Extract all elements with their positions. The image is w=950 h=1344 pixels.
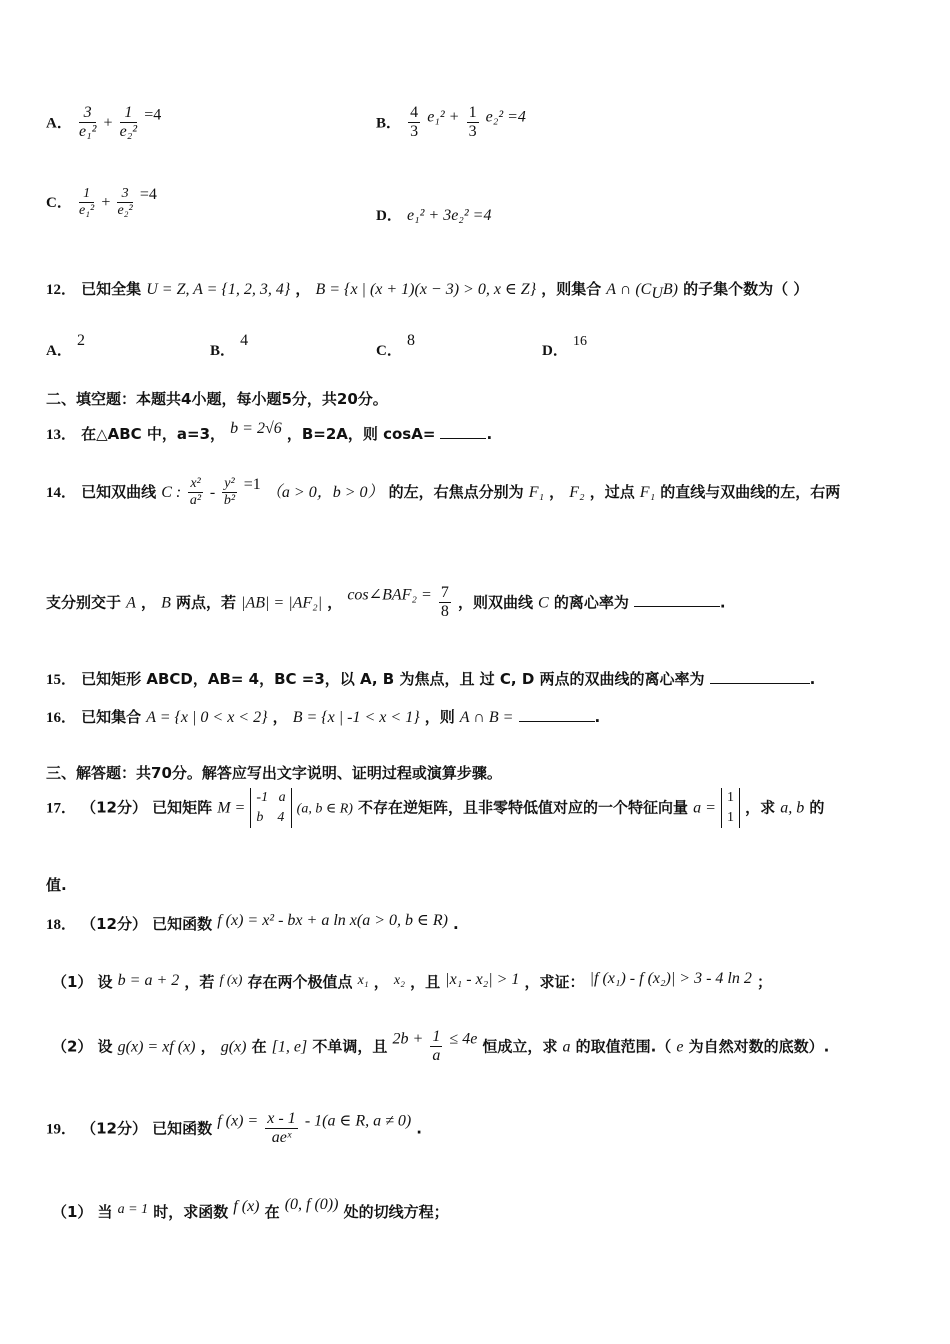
- matrix-m: -1 a b 4: [250, 788, 291, 828]
- q12-option-d: D． 16: [542, 334, 587, 359]
- option-label: C．: [46, 195, 72, 212]
- fraction: $\frac{x - 1}{\text{aeˣ}}$: [267, 1110, 296, 1147]
- section-heading-solutions: 三、解答题：共70分。解答应写出文字说明、证明过程或演算步骤。: [46, 764, 502, 782]
- option-label: D．: [376, 208, 402, 224]
- fraction: $\frac{3}{\text{e₁²}}$: [78, 104, 97, 141]
- answer-blank: [440, 438, 486, 439]
- q13: 13． 在△ABC 中，a=3， b = 2√6 ，B=2A，则 cosA= .: [46, 420, 493, 443]
- q19-stem: 19． （12分） 已知函数 f (x) = $\frac{x - 1}{\text{aeˣ}}$ - 1(a ∈ R, a ≠ 0) .: [46, 1110, 422, 1147]
- q17-line2: 值.: [46, 876, 67, 894]
- q18-part2: （2） 设 g(x) = xf (x) ， g(x) 在 [1, e] 不单调，且 2b + $\frac{1}{a}$ ≤ 4e 恒成立，求 a 的取值范围.（ e 为自然对数的底数）.: [52, 1028, 830, 1065]
- fraction: $\frac{1}{3}$: [468, 104, 477, 141]
- q14-line2: 支分别交于 A ， B 两点，若 |AB| = |AF₂| ， cos∠BAF₂ = $\frac{7}{8}$ ，则双曲线 C 的离心率为 .: [46, 584, 726, 621]
- answer-blank: [519, 721, 595, 722]
- q14-line1: 14． 已知双曲线 C : $\frac{\text{x²}}{\text{a²}}$ - $\frac{\text{y²}}{\text{b²}}$ =1 （a > 0，b > 0） 的左，右焦点分别为 F₁ ， F₂ ，过点 F₁ 的直线与双曲线的左，右两: [46, 476, 841, 509]
- fraction: $\frac{1}{\text{e₂²}}$: [119, 104, 138, 141]
- q18-stem: 18． （12分） 已知函数 f (x) = x² - bx + a ln x(a > 0, b ∈ R) .: [46, 912, 459, 933]
- fraction: $\frac{4}{3}$: [410, 104, 419, 141]
- q12-option-a: A． 2: [46, 332, 85, 359]
- q11-option-a: A． $\frac{3}{\text{e₁²}}$ + $\frac{1}{\text{e₂²}}$ =4: [46, 104, 162, 141]
- option-label: B．: [376, 115, 402, 132]
- q12-option-b: B． 4: [210, 332, 249, 359]
- q12-option-c: C． 8: [376, 332, 415, 359]
- answer-blank: [710, 683, 810, 684]
- q15: 15． 已知矩形 ABCD，AB= 4，BC =3，以 A, B 为焦点，且 过 C, D 两点的双曲线的离心率为 .: [46, 670, 816, 688]
- q11-option-d: D． e₁² + 3e₂² =4: [376, 207, 492, 224]
- q19-part1: （1） 当 a = 1 时，求函数 f (x) 在 (0, f (0)) 处的切线方程；: [52, 1196, 449, 1221]
- q16: 16． 已知集合 A = {x | 0 < x < 2} ， B = {x | -1 < x < 1} ，则 A ∩ B = .: [46, 708, 601, 726]
- q12-stem: 12． 已知全集 U = Z, A = {1, 2, 3, 4} ， B = {x | (x + 1)(x − 3) > 0, x ∈ Z} ，则集合 A ∩ $(C_UB)$ 的子集个数为（ ）: [46, 280, 809, 303]
- answer-blank: [634, 606, 720, 607]
- fraction: $\frac{3}{\text{e₂²}}$: [117, 186, 133, 219]
- q11-option-c: C． $\frac{1}{\text{e₁²}}$ + $\frac{3}{\text{e₂²}}$ =4: [46, 186, 157, 219]
- fraction: $\frac{7}{8}$: [440, 584, 449, 621]
- section-heading-fill-in: 二、填空题：本题共4小题，每小题5分，共20分。: [46, 390, 388, 408]
- eigenvector: 1 1: [721, 788, 740, 828]
- option-label: A．: [46, 115, 72, 132]
- fraction: $\frac{\text{x²}}{\text{a²}}$: [189, 476, 202, 509]
- fraction: $\frac{1}{\text{e₁²}}$: [78, 186, 95, 219]
- fraction: $\frac{\text{y²}}{\text{b²}}$: [223, 476, 236, 509]
- q18-part1: （1） 设 b = a + 2 ，若 f (x) 存在两个极值点 x₁ ， x₂ ，且 |x₁ - x₂| > 1 ，求证： |f (x₁) - f (x₂)| > 3 - 4 ln 2 ；: [52, 970, 772, 991]
- fraction: $\frac{1}{a}$: [432, 1028, 441, 1065]
- q11-option-b: B． $\frac{4}{3}$ e₁² + $\frac{1}{3}$ e₂² =4: [376, 104, 526, 141]
- q17-line1: 17． （12分） 已知矩阵 M = -1 a b 4 (a, b ∈ R) 不存在逆矩阵，且非零特低值对应的一个特征向量 a = 1 1 ，求 a, b 的: [46, 788, 824, 828]
- vector-a: a =: [693, 799, 716, 817]
